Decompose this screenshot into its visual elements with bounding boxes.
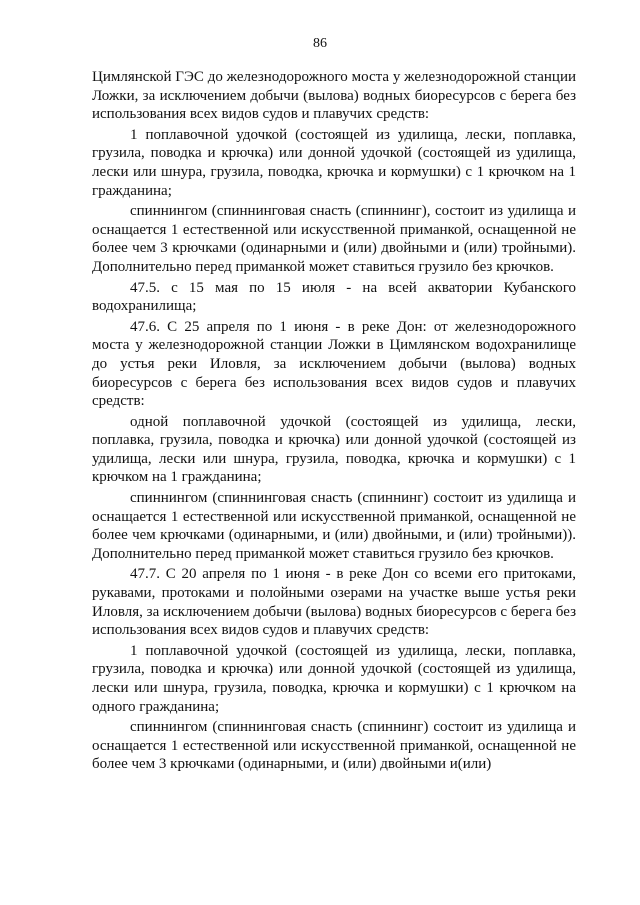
paragraph-float-rod: 1 поплавочной удочкой (состоящей из удилища, лески, поплавка, грузила, поводка и крючка) или донной удочкой (состоящей из удилища, лески или шнура, грузила, поводка, крючка и кормушки) с 1 крючком на одного гражданина; <box>92 642 576 715</box>
paragraph-float-rod: одной поплавочной удочкой (состоящей из удилища, лески, поплавка, грузила, поводка и крючка) или донной удочкой (состоящей из удилища, лески или шнура, грузила, поводка, крючка и кормушки) с 1 крючком на 1 гражданина; <box>92 413 576 486</box>
paragraph-spinning: спиннингом (спиннинговая снасть (спиннинг), состоит из удилища и оснащается 1 естественной или искусственной приманкой, оснащенной не более чем 3 крючками (одинарными и (или) двойными и (или) тройными). Дополнительно перед приманкой может ставиться грузило без крючков. <box>92 203 576 275</box>
document-body <box>92 68 576 776</box>
paragraph-47-6: 47.6. С 25 апреля по 1 июня - в реке Дон: от железнодорожного моста у железнодорожной станции Ложки в Цимлянском водохранилище до устья реки Иловля, за исключением добычи (вылова) водных биоресурсов с берега без использования всех видов судов и плавучих средств: <box>92 318 576 410</box>
paragraph-spinning: спиннингом (спиннинговая снасть (спиннинг) состоит из удилища и оснащается 1 естественной или искусственной приманкой, оснащенной не более чем 3 крючками (одинарными, и (или) двойными и(или) <box>92 719 576 773</box>
paragraph-47-7: 47.7. С 20 апреля по 1 июня - в реке Дон со всеми его притоками, рукавами, протоками и полойными озерами на участке выше устья реки Иловля, за исключением добычи (вылова) водных биоресурсов с берега без использования всех видов судов и плавучих средств: <box>92 566 576 639</box>
page-number: 86 <box>313 36 327 51</box>
paragraph-continuation: Цимлянской ГЭС до железнодорожного моста у железнодорожной станции Ложки, за исключением добычи (вылова) водных биоресурсов с берега без использования всех видов судов и плавучих средств: <box>92 69 576 123</box>
paragraph-47-5: 47.5. с 15 мая по 15 июля - на всей акватории Кубанского водохранилища; <box>92 279 576 315</box>
paragraph-float-rod: 1 поплавочной удочкой (состоящей из удилища, лески, поплавка, грузила, поводка и крючка) или донной удочкой (состоящей из удилища, лески или шнура, грузила, поводка, крючка и кормушки) с 1 крючком на 1 гражданина; <box>92 126 576 199</box>
paragraph-spinning: спиннингом (спиннинговая снасть (спиннинг) состоит из удилища и оснащается 1 естественной или искусственной приманкой, оснащенной не более чем крючками (одинарными, и (или) двойными, и (или) тройными)). Дополнительно перед приманкой может ставиться грузило без крючков. <box>92 490 576 562</box>
